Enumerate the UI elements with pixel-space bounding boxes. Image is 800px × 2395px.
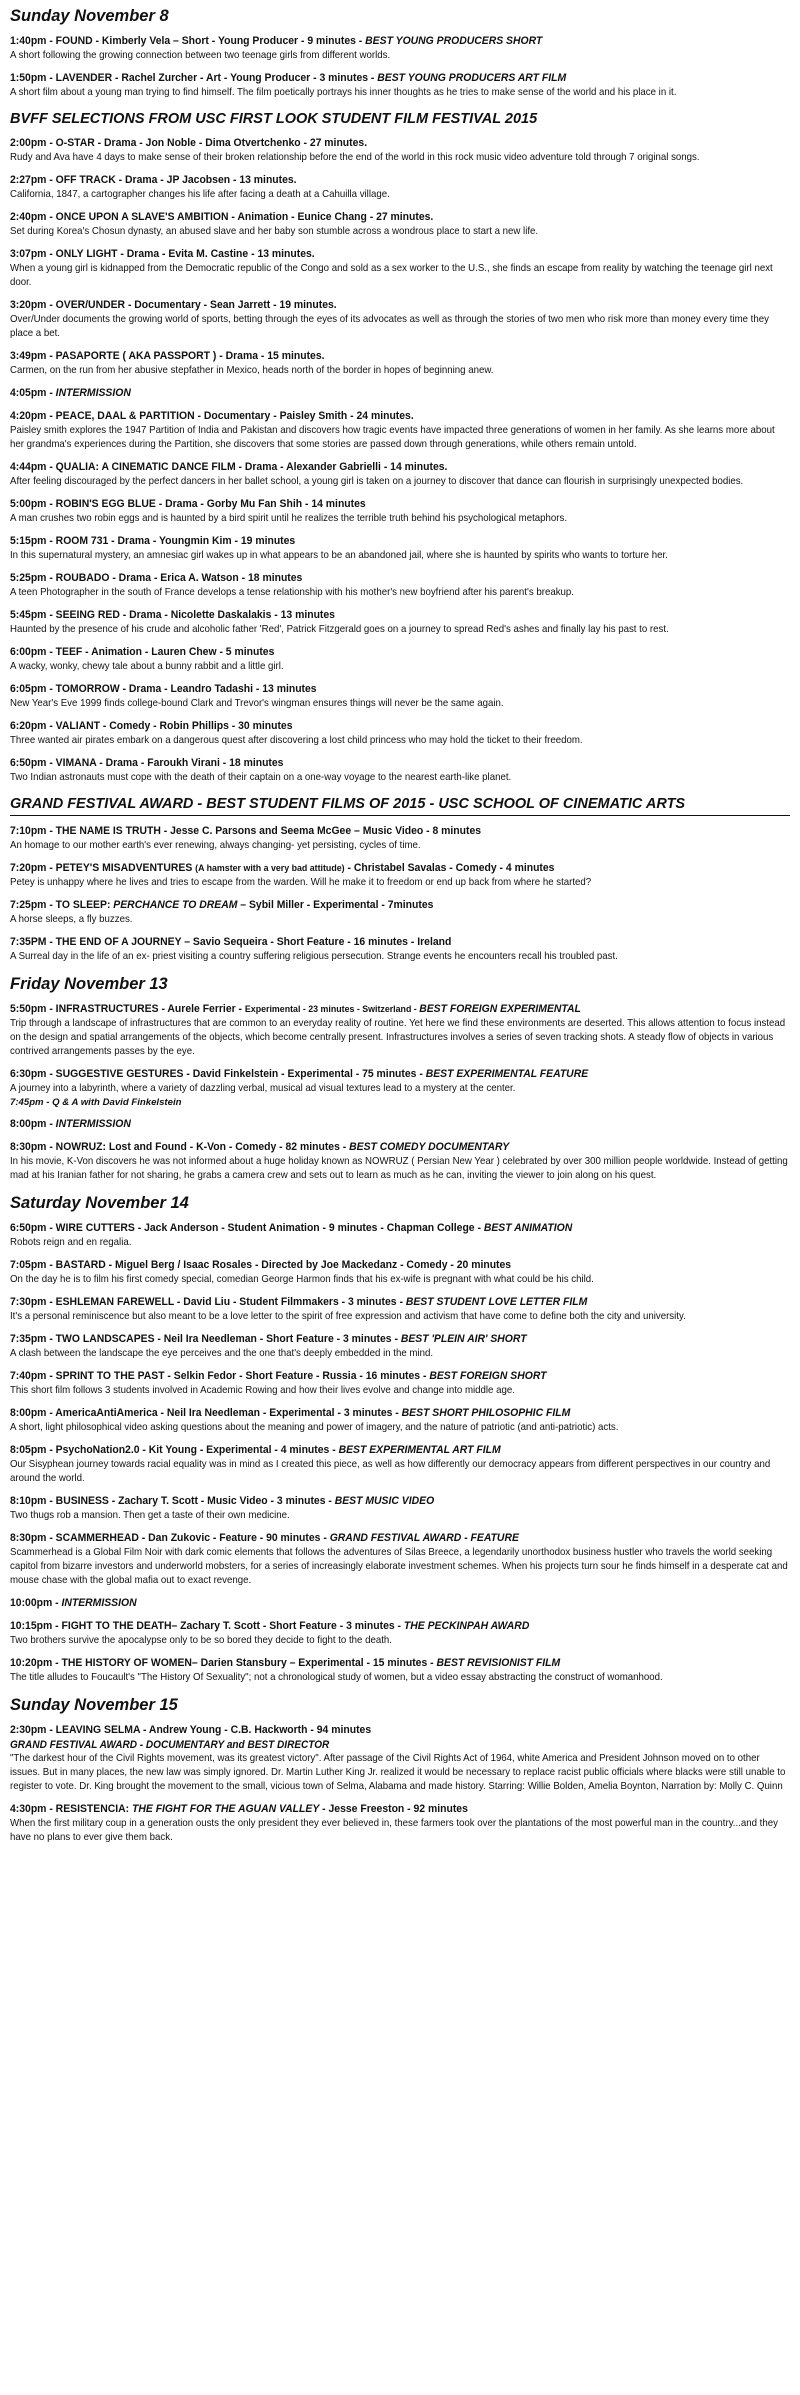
film-title-line: 4:30pm - RESISTENCIA: <box>10 1803 132 1815</box>
film-heading <box>10 1494 735 1509</box>
film-title-line: 5:00pm - ROBIN'S EGG BLUE - Drama - Gorby Mu Fan Shih - 14 minutes <box>10 498 366 510</box>
film-title-line: 8:00pm - <box>10 1118 56 1130</box>
award-label: BEST 'PLEIN AIR' SHORT <box>400 1333 527 1345</box>
film-entry <box>10 935 790 964</box>
award-label: BEST REVISIONIST FILM <box>436 1657 561 1669</box>
award-label: BEST EXPERIMENTAL ART FILM <box>338 1444 501 1456</box>
film-entry <box>10 1369 790 1398</box>
film-entry <box>10 824 790 853</box>
film-synopsis: A short film about a young man trying to find himself. The film poetically portrays his inner thoughts as he tries to make sense of the world and his place in it. <box>10 87 677 98</box>
film-title-line: 7:40pm - SPRINT TO THE PAST - Selkin Fedor - Short Feature - Russia - 16 minutes - <box>10 1370 430 1382</box>
film-entry <box>10 571 790 600</box>
film-entry <box>10 1067 790 1109</box>
film-entry <box>10 136 790 165</box>
award-label: BEST FOREIGN SHORT <box>429 1370 547 1382</box>
award-label: THE PECKINPAH AWARD <box>403 1620 530 1632</box>
award-label: THE FIGHT FOR THE AGUAN VALLEY <box>131 1803 320 1815</box>
film-title-line: 2:40pm - ONCE UPON A SLAVE'S AMBITION - Animation - Eunice Chang - 27 minutes. <box>10 211 434 223</box>
film-heading <box>10 173 735 188</box>
film-synopsis: A short following the growing connection between two teenage girls from different worlds. <box>10 50 391 61</box>
film-entry <box>10 460 790 489</box>
film-heading <box>10 1332 735 1347</box>
film-entry <box>10 1531 790 1588</box>
day-heading: Saturday November 14 <box>10 1194 189 1212</box>
film-title-line: 1:50pm - LAVENDER - Rachel Zurcher - Art - Young Producer - 3 minutes - <box>10 72 378 84</box>
film-synopsis: The title alludes to Foucault's "The History Of Sexuality"; not a chronological study of women, but a video essay abstracting the construct of womanhood. <box>10 1672 663 1683</box>
film-entry <box>10 173 790 202</box>
film-heading <box>10 136 735 151</box>
film-entry <box>10 1723 790 1794</box>
film-entry <box>10 386 790 401</box>
film-synopsis: A wacky, wonky, chewy tale about a bunny rabbit and a little girl. <box>10 661 284 672</box>
film-title-line: 6:30pm - SUGGESTIVE GESTURES - David Finkelstein - Experimental - 75 minutes - <box>10 1068 426 1080</box>
film-title-line: 2:30pm - LEAVING SELMA - Andrew Young - C.B. Hackworth - 94 minutes <box>10 1724 372 1736</box>
day-heading: Sunday November 8 <box>10 7 169 25</box>
film-entry <box>10 1117 790 1132</box>
film-synopsis: A Surreal day in the life of an ex- priest visiting a country suffering religious persecution. Strange events he encounters recall his troubled past. <box>10 951 618 962</box>
film-synopsis: It's a personal reminiscence but also meant to be a love letter to the spirit of free expression and activism that have come to define both the city and university. <box>10 1311 686 1322</box>
film-heading <box>10 1406 735 1421</box>
film-credit-line: - Christabel Savalas - Comedy - 4 minutes <box>344 862 555 874</box>
film-synopsis: This short film follows 3 students involved in Academic Rowing and how their lives evolve and change into middle age. <box>10 1385 515 1396</box>
film-synopsis: Petey is unhappy where he lives and tries to escape from the warden. Will he make it to freedom or end up back from where he started? <box>10 877 592 888</box>
section-heading: BVFF SELECTIONS FROM USC FIRST LOOK STUDENT FILM FESTIVAL 2015 <box>10 111 538 127</box>
award-label: BEST SHORT PHILOSOPHIC FILM <box>401 1407 571 1419</box>
film-heading <box>10 298 735 313</box>
film-title-line: 8:10pm - BUSINESS - Zachary T. Scott - Music Video - 3 minutes - <box>10 1495 335 1507</box>
film-synopsis: After feeling discouraged by the perfect dancers in her ballet school, a young girl is taken on a journey to discover that dance can flourish in surprisingly unexpected bodies. <box>10 476 744 487</box>
day-heading: Sunday November 15 <box>10 1696 178 1714</box>
film-synopsis: California, 1847, a cartographer changes his life after facing a death at a Cahuilla village. <box>10 189 390 200</box>
film-heading <box>10 1295 735 1310</box>
film-heading <box>10 645 735 660</box>
film-title-line: 2:00pm - O-STAR - Drama - Jon Noble - Dima Otvertchenko - 27 minutes. <box>10 137 368 149</box>
film-heading <box>10 608 735 623</box>
film-entry <box>10 1332 790 1361</box>
film-entry <box>10 1596 790 1611</box>
film-entry <box>10 1443 790 1486</box>
film-subtitle: (A hamster with a very bad attitude) <box>195 863 345 874</box>
film-entry <box>10 247 790 290</box>
film-synopsis: Three wanted air pirates embark on a dangerous quest after discovering a lost child princess who may hold the ticket to their freedom. <box>10 735 583 746</box>
film-entry <box>10 1140 790 1183</box>
film-heading <box>10 898 735 913</box>
film-entry <box>10 719 790 748</box>
film-entry <box>10 34 790 63</box>
film-heading <box>10 1723 735 1738</box>
film-synopsis: In this supernatural mystery, an amnesiac girl wakes up in what appears to be an abandoned jail, where she is haunted by spirits who wants to torture her. <box>10 550 668 561</box>
film-synopsis: Over/Under documents the growing world of sports, betting through the eyes of its advocates as well as through the stories of two men who risk more than money every time they place a bet. <box>10 314 769 339</box>
film-title-line: 7:25pm - TO SLEEP: <box>10 899 114 911</box>
film-heading <box>10 386 735 401</box>
film-heading <box>10 247 735 262</box>
film-title-line: 3:20pm - OVER/UNDER - Documentary - Sean Jarrett - 19 minutes. <box>10 299 337 311</box>
film-heading <box>10 571 735 586</box>
film-synopsis: When a young girl is kidnapped from the Democratic republic of the Congo and sold as a sex worker to the U.S., she finds an escape from reality by watching the teenage girl next door. <box>10 263 773 288</box>
film-synopsis: New Year's Eve 1999 finds college-bound Clark and Trevor's wingman ensures things will never be the same again. <box>10 698 504 709</box>
film-heading <box>10 497 735 512</box>
film-heading <box>10 71 735 86</box>
film-heading <box>10 756 735 771</box>
film-synopsis: Two thugs rob a mansion. Then get a taste of their own medicine. <box>10 1510 290 1521</box>
film-synopsis: In his movie, K-Von discovers he was not informed about a huge holiday known as NOWRUZ ( Persian New Year ) celebrated by over 300 million people worldwide. Instead of getting mad at his Iranian father for not sharing, he grabs a camera crew and sets out to learn as much as he can, inviting the viewer to join along on his quest. <box>10 1156 788 1181</box>
film-heading <box>10 1140 735 1155</box>
film-synopsis: Trip through a landscape of infrastructures that are common to an everyday reality of routine. Yet here we find these environments are deserted. This allows attention to focus instead on the design and spatial arrangements of the objects, which become centrally present. Infrastructures involves a series of seven tracking shots. A steady flow of objects in various contrived arrangements passes by the eye. <box>10 1018 786 1057</box>
film-heading <box>10 1067 735 1082</box>
film-title-line: 5:15pm - ROOM 731 - Drama - Youngmin Kim - 19 minutes <box>10 535 296 547</box>
film-entry <box>10 497 790 526</box>
film-title-line: 1:40pm - FOUND - Kimberly Vela – Short - Young Producer - 9 minutes - <box>10 35 366 47</box>
film-title-line: 6:20pm - VALIANT - Comedy - Robin Phillips - 30 minutes <box>10 720 293 732</box>
film-entry <box>10 608 790 637</box>
film-entry <box>10 898 790 927</box>
film-entry <box>10 1258 790 1287</box>
film-title-line: 5:45pm - SEEING RED - Drama - Nicolette Daskalakis - 13 minutes <box>10 609 335 621</box>
film-title-line: 7:30pm - ESHLEMAN FAREWELL - David Liu - Student Filmmakers - 3 minutes - <box>10 1296 406 1308</box>
film-title-line: 10:00pm - <box>10 1597 62 1609</box>
film-heading <box>10 409 735 424</box>
film-synopsis: Paisley smith explores the 1947 Partition of India and Pakistan and discovers how tragic events have impacted three generations of women in her family. As she learns more about her grandma's experiences during the Partition, she discovers that some stories are passed down through generations, while others remain untold. <box>10 425 775 450</box>
film-heading <box>10 1258 735 1273</box>
qa-note: 7:45pm - Q & A with David Finkelstein <box>10 1097 182 1108</box>
award-label: BEST EXPERIMENTAL FEATURE <box>425 1068 589 1080</box>
film-synopsis: "The darkest hour of the Civil Rights movement, was its greatest victory". After passage of the Civil Rights Act of 1964, white America and President Johnson moved on to other issues. But in many places, the new law was simply ignored. Dr. Martin Luther King Jr. realized it would be necessary to replace racist public officials where blacks were still unable to register to vote. Dr. King brought the movement to the small, vicious town of Selma, Alabama and made history. Starring: Willie Bolden, Amelia Boynton, Narration by: Molly C. Quinn <box>10 1753 786 1792</box>
film-entry <box>10 1802 790 1845</box>
film-entry <box>10 682 790 711</box>
film-synopsis: When the first military coup in a generation ousts the only president they ever believed in, these farmers took over the plantations of the most powerful man in the country...and they have no plans to ever give them back. <box>10 1818 778 1843</box>
film-heading <box>10 1656 735 1671</box>
film-title-line: 10:15pm - FIGHT TO THE DEATH– Zachary T. Scott - Short Feature - 3 minutes - <box>10 1620 404 1632</box>
film-heading <box>10 1596 735 1611</box>
film-title-line: 7:10pm - THE NAME IS TRUTH - Jesse C. Parsons and Seema McGee – Music Video - 8 minutes <box>10 825 482 837</box>
film-title-line: 5:50pm - INFRASTRUCTURES - Aurele Ferrier - <box>10 1003 245 1015</box>
film-credit-line: - Jesse Freeston - 92 minutes <box>319 1803 468 1815</box>
film-heading <box>10 210 735 225</box>
film-title-line: 7:35PM - THE END OF A JOURNEY – Savio Sequeira - Short Feature - 16 minutes - Ireland <box>10 936 452 948</box>
award-label: BEST STUDENT LOVE LETTER FILM <box>405 1296 588 1308</box>
film-entry <box>10 1002 790 1059</box>
film-title-line: 3:07pm - ONLY LIGHT - Drama - Evita M. Castine - 13 minutes. <box>10 248 315 260</box>
film-synopsis: On the day he is to film his first comedy special, comedian George Harmon finds that his ex-wife is pregnant with what could be his child. <box>10 1274 594 1285</box>
film-synopsis: A clash between the landscape the eye perceives and the one that's deeply embedded in the mind. <box>10 1348 434 1359</box>
film-synopsis: Haunted by the presence of his crude and alcoholic father 'Red', Patrick Fitzgerald goes on a journey to spread Red's ashes and finally lay his past to rest. <box>10 624 669 635</box>
film-synopsis: A horse sleeps, a fly buzzes. <box>10 914 133 925</box>
film-entry <box>10 1406 790 1435</box>
film-title-line: 5:25pm - ROUBADO - Drama - Erica A. Watson - 18 minutes <box>10 572 303 584</box>
film-synopsis: A teen Photographer in the south of France develops a tense relationship with his mother's new boyfriend after his parent's breakup. <box>10 587 574 598</box>
film-synopsis: A short, light philosophical video asking questions about the meaning and power of imagery, and the nature of patriotic (and anti-patriotic) acts. <box>10 1422 619 1433</box>
film-entry <box>10 1295 790 1324</box>
film-synopsis: Two Indian astronauts must cope with the death of their captain on a one-way voyage to the nearest earth-like planet. <box>10 772 512 783</box>
film-subtitle: Experimental - 23 minutes - Switzerland - <box>244 1004 420 1015</box>
film-heading <box>10 349 735 364</box>
film-entry <box>10 1221 790 1250</box>
film-title-line: 7:35pm - TWO LANDSCAPES - Neil Ira Needleman - Short Feature - 3 minutes - <box>10 1333 401 1345</box>
film-synopsis: Robots reign and en regalia. <box>10 1237 132 1248</box>
film-title-line: 8:30pm - NOWRUZ: Lost and Found - K-Von - Comedy - 82 minutes - <box>10 1141 350 1153</box>
film-entry <box>10 409 790 452</box>
film-heading <box>10 1619 735 1634</box>
film-title-line: 7:05pm - BASTARD - Miguel Berg / Isaac Rosales - Directed by Joe Mackedanz - Comedy - 20 minutes <box>10 1259 512 1271</box>
award-subheading: GRAND FESTIVAL AWARD - DOCUMENTARY and BEST DIRECTOR <box>10 1739 330 1751</box>
award-label: BEST ANIMATION <box>483 1222 573 1234</box>
film-title-line: 8:00pm - AmericaAntiAmerica - Neil Ira Needleman - Experimental - 3 minutes - <box>10 1407 402 1419</box>
film-entry <box>10 349 790 378</box>
film-title-line: 4:20pm - PEACE, DAAL & PARTITION - Documentary - Paisley Smith - 24 minutes. <box>10 410 414 422</box>
film-title-line: 2:27pm - OFF TRACK - Drama - JP Jacobsen - 13 minutes. <box>10 174 297 186</box>
award-label: BEST FOREIGN EXPERIMENTAL <box>419 1003 581 1015</box>
film-heading <box>10 1531 735 1546</box>
section-heading: GRAND FESTIVAL AWARD - BEST STUDENT FILMS OF 2015 - USC SCHOOL OF CINEMATIC ARTS <box>10 795 790 816</box>
film-heading <box>10 1802 735 1817</box>
film-synopsis: Two brothers survive the apocalypse only to be so bored they decide to fight to the death. <box>10 1635 392 1646</box>
film-heading <box>10 1443 735 1458</box>
film-synopsis: Carmen, on the run from her abusive stepfather in Mexico, heads north of the border in hopes of beginning anew. <box>10 365 494 376</box>
film-credit-line: – Sybil Miller - Experimental - 7minutes <box>237 899 434 911</box>
film-heading <box>10 460 735 475</box>
film-synopsis: Our Sisyphean journey towards racial equality was in mind as I created this piece, as well as how differently our democracy appears from different perspectives in our country and around the world. <box>10 1459 771 1484</box>
film-entry <box>10 210 790 239</box>
film-heading <box>10 534 735 549</box>
film-title-line: 4:05pm - <box>10 387 56 399</box>
film-entry <box>10 756 790 785</box>
film-title-line: 8:05pm - PsychoNation2.0 - Kit Young - Experimental - 4 minutes - <box>10 1444 339 1456</box>
film-title-line: 6:00pm - TEEF - Animation - Lauren Chew - 5 minutes <box>10 646 275 658</box>
film-title-line: 3:49pm - PASAPORTE ( AKA PASSPORT ) - Drama - 15 minutes. <box>10 350 325 362</box>
film-heading <box>10 34 735 49</box>
film-title-line: 4:44pm - QUALIA: A CINEMATIC DANCE FILM - Drama - Alexander Gabrielli - 14 minutes. <box>10 461 448 473</box>
award-label: INTERMISSION <box>55 387 131 399</box>
film-title-line: 6:05pm - TOMORROW - Drama - Leandro Tadashi - 13 minutes <box>10 683 317 695</box>
award-label: PERCHANCE TO DREAM <box>113 899 238 911</box>
film-heading <box>10 1369 735 1384</box>
film-title-line: 6:50pm - VIMANA - Drama - Faroukh Virani - 18 minutes <box>10 757 284 769</box>
film-synopsis: Set during Korea's Chosun dynasty, an abused slave and her baby son stumble across a wondrous place to start a new life. <box>10 226 539 237</box>
film-entry <box>10 298 790 341</box>
film-heading <box>10 1002 735 1017</box>
film-heading <box>10 1221 735 1236</box>
film-title-line: 6:50pm - WIRE CUTTERS - Jack Anderson - Student Animation - 9 minutes - Chapman College - <box>10 1222 484 1234</box>
film-entry <box>10 71 790 100</box>
film-synopsis: An homage to our mother earth's ever renewing, always changing- yet persisting, cycles of time. <box>10 840 421 851</box>
film-heading <box>10 861 735 876</box>
film-entry <box>10 1656 790 1685</box>
film-entry <box>10 645 790 674</box>
award-label: GRAND FESTIVAL AWARD - FEATURE <box>329 1532 519 1544</box>
film-synopsis: Scammerhead is a Global Film Noir with dark comic elements that follows the adventures of Silas Breece, a legendarily unorthodox business hustler who travels the world seeking capitol from bizarre investors and underworld mobsters, for a series of increasingly elaborate investment schemes. When his projects turn sour he finds himself in a desperate cat and mouse chase with the global mafia out to exact revenge. <box>10 1547 788 1586</box>
film-heading <box>10 824 735 839</box>
award-label: INTERMISSION <box>61 1597 137 1609</box>
award-label: BEST MUSIC VIDEO <box>334 1495 435 1507</box>
film-entry <box>10 1619 790 1648</box>
film-title-line: 7:20pm - PETEY'S MISADVENTURES <box>10 862 196 874</box>
film-title-line: 8:30pm - SCAMMERHEAD - Dan Zukovic - Feature - 90 minutes - <box>10 1532 330 1544</box>
film-synopsis: A journey into a labyrinth, where a variety of dazzling verbal, musical ad visual textures lead to a mystery at the center. <box>10 1083 516 1094</box>
film-entry <box>10 534 790 563</box>
film-entry <box>10 1494 790 1523</box>
film-heading <box>10 935 735 950</box>
award-label: BEST COMEDY DOCUMENTARY <box>349 1141 510 1153</box>
award-label: INTERMISSION <box>55 1118 131 1130</box>
film-heading <box>10 719 735 734</box>
day-heading: Friday November 13 <box>10 975 168 993</box>
film-heading <box>10 1117 735 1132</box>
film-entry <box>10 861 790 890</box>
award-label: BEST YOUNG PRODUCERS SHORT <box>365 35 543 47</box>
film-title-line: 10:20pm - THE HISTORY OF WOMEN– Darien Stansbury – Experimental - 15 minutes - <box>10 1657 437 1669</box>
award-label: BEST YOUNG PRODUCERS ART FILM <box>377 72 567 84</box>
film-synopsis: A man crushes two robin eggs and is haunted by a bird spirit until he realizes the terrible truth behind his psychological metaphors. <box>10 513 568 524</box>
film-synopsis: Rudy and Ava have 4 days to make sense of their broken relationship before the end of the world in this rock music video adventure told through 7 original songs. <box>10 152 700 163</box>
film-heading <box>10 682 735 697</box>
